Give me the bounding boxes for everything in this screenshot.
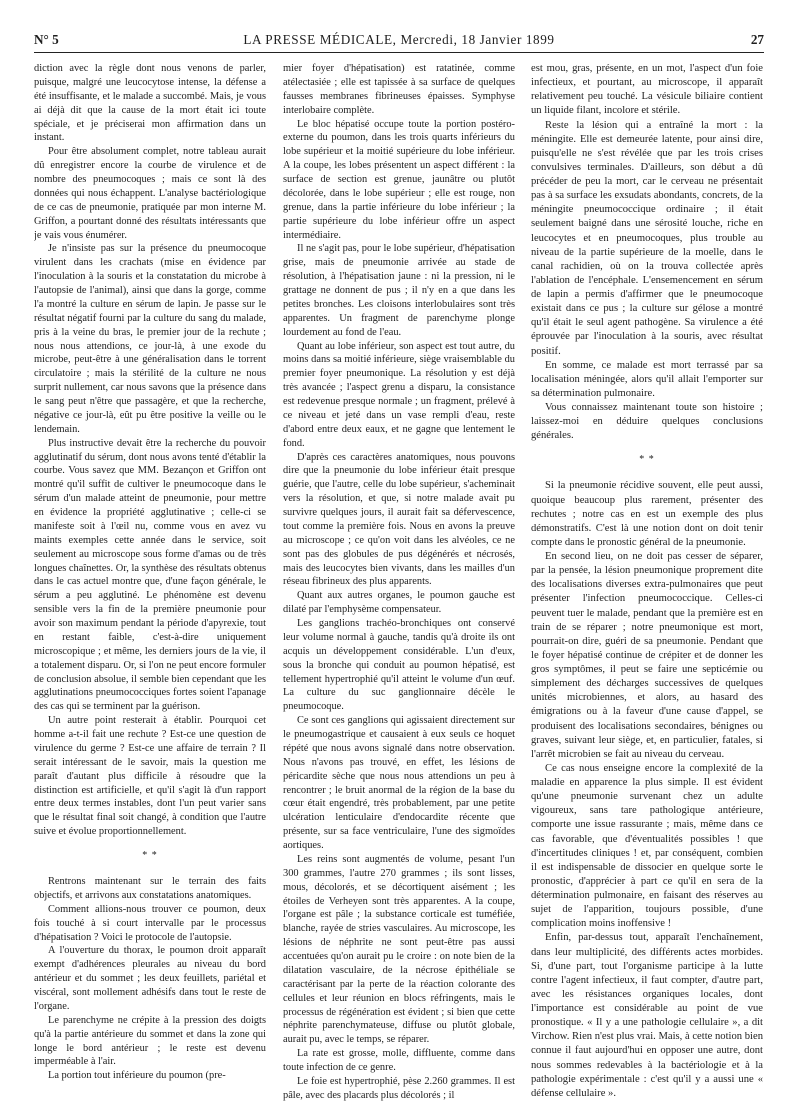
paragraph: Quant au lobe inférieur, son aspect est tout autre, du moins dans sa moitié inférieure, siège vraisemblable du premier foyer pneumonique. La résolution y est déjà très avancée ; l'aspect grenu a disparu, la consistance est redevenue presque normale ; un fragment, prélevé à ce niveau et jeté dans un vase rempli d'eau, reste d'abord entre deux eaux, et ne gagne que lentement le fond. — [283, 340, 515, 449]
paragraph: Pour être absolument complet, notre tableau aurait dû enregistrer encore la courbe de virulence et de nombre des pneumocoques ; mais ce sont là des données qui nous échappent. L'analyse bactériologique de ce cas de pneumonie, pratiquée par mon interne M. Griffon, a pourtant donné des résultats intéressants que je vais vous énumérer. — [34, 146, 266, 241]
paragraph: Reste la lésion qui a entraîné la mort : la méningite. Elle est demeurée latente, pour ainsi dire, puisqu'elle ne s'est révélée que par les trois crises convulsives terminales. D'ailleurs, son début a dû précéder de peu la mort, car le cerveau ne présentait pas à sa surface les exsudats abondants, concrets, de la méningite pneumococcique ordinaire ; il était seulement baigné dans une sérosité louche, riche en leucocytes et en pneumocoques, plus trouble au niveau de la partie supérieure de la moelle, dans le canal rachidien, où on la trouva collectée après l'ablation de l'encéphale. L'ensemencement en sérum de lapin a permis d'affirmer que le pneumocoque existait dans ce pus ; la culture sur gélose a montré qu'il était le seul agent pathogène. Sa virulence a été éprouvée par l'inoculation à la souris, avec résultat positif. — [531, 119, 763, 357]
section-separator: * * — [639, 454, 655, 466]
text-column-3 — [531, 62, 763, 1102]
text-column-2 — [283, 62, 515, 1102]
paragraph: est mou, gras, présente, en un mot, l'aspect d'un foie infectieux, et pourtant, au microscope, il apparaît relativement peu touché. La vésicule biliaire contient un liquide filant, incolore et stérile. — [531, 63, 763, 117]
paragraph: Vous connaissez maintenant toute son histoire ; laissez-moi en déduire quelques conclusions générales. — [531, 402, 763, 442]
paragraph: Comment allions-nous trouver ce poumon, deux fois touché à si court intervalle par le processus d'hépatisation ? Voici le protocole de l'autopsie. — [34, 903, 266, 943]
paragraph: diction avec la règle dont nous venons de parler, puisque, malgré une leucocytose intense, la défense a été insuffisante, et le malade a succombé. Mais, je vous ai déjà dit que la cause de la mort était ici toute spéciale, et je préciserai mon affirmation dans un instant. — [34, 63, 266, 144]
issue-number: N° 5 — [34, 32, 59, 47]
running-title — [34, 32, 764, 48]
paragraph: Je n'insiste pas sur la présence du pneumocoque virulent dans les crachats (mise en évidence par l'inoculation à la souris et la constatation du microbe à l'autopsie de l'animal), ainsi que dans la gorge, comme l'a montré la culture en sérum de lapin. Je passe sur le résultat négatif fourni par la culture du sang du malade, pris à la veine du bras, le premier jour de la rechute ; nous nous attendions, ce jour-là, à une exode du microbe, peut-être à une généralisation dans le torrent circulatoire ; mais la stérilité de la culture ne nous surprit nullement, car nous savons que la présence dans le sang peut n'être que passagère, et que la recherche, négative ce jour-là, eût pu être positive la veille ou le lendemain. — [34, 243, 266, 435]
paragraph: Enfin, par-dessus tout, apparaît l'enchaînement, dans leur multiplicité, des différents actes morbides. Si, d'une part, tout l'organisme participe à la lutte contre l'agent infectieux, il faut compter, d'autre part, avec les résistances organiques locales, dont l'importance est considérable au point de vue pronostique. « Il y a une pathologie cellulaire », a dit Virchow. Rien n'est plus vrai. Mais, à cette notion bien connue il faut aujourd'hui en opposer une autre, dont nous sommes redevables à la bactériologie et à la pathologie expérimentale : c'est qu'il y a aussi une « défense cellulaire ». — [531, 932, 763, 1099]
paragraph: D'après ces caractères anatomiques, nous pouvons dire que la pneumonie du lobe inférieur était presque guérie, que l'autre, celle du lobe supérieur, s'acheminait vers la résolution, et que, si notre malade avait pu survivre quelques jours, il aurait fait sa défervescence, tout comme la première fois. Nous en avons la preuve au microscope ; ce qu'on voit dans les alvéoles, ce ne sont pas des globules de pus dégénérés et nécrosés, mais des leucocytes bien vivants, dans les mailles d'un réseau fibrineux des plus apparents. — [283, 451, 515, 588]
paragraph: Les reins sont augmentés de volume, pesant l'un 300 grammes, l'autre 270 grammes ; ils sont lisses, mous, décolorés, et se décortiquent aisément ; les étoiles de Verheyen sont très apparentes. A la coupe, l'organe est pâle ; la substance corticale est tuméfiée, blanche, rayée de stries vasculaires. Au microscope, les lésions de néphrite ne sont peut-être pas aussi accentuées qu'on aurait pu le croire : on note bien de la dilatation vasculaire, de la nécrose épithéliale se caractérisant par la perte de la réaction colorante des cellules et leur réunion en blocs réfringents, mais le processus de régénération est évident ; si bien que cette néphrite parenchymateuse, diffuse ou plutôt globale, aurait pu, avec le temps, se réparer. — [283, 853, 515, 1046]
paragraph: Plus instructive devait être la recherche du pouvoir agglutinatif du sérum, dont nous avons tenté d'établir la courbe. Vous savez que MM. Bezançon et Griffon ont montré qu'il suffit de cultiver le pneumocoque dans le sérum d'un malade atteint de pneumonie, pour mettre en évidence la propriété agglutinative ; celle-ci se manifeste soit à l'œil nu, comme vous en avez vu maints exemples cette année dans le service, soit seulement au microscope sous forme d'amas ou de très longues chaînettes. Or, la synthèse des résultats obtenus dans le cas actuel montre que, d'une façon générale, le sérum a peu agglutiné. Le phénomène est devenu sensible vers la fin de la première pneumonie pour avoir son maximum pendant la période d'apyrexie, tout en restant faible, c'est-à-dire uniquement microscopique ; et même, les derniers jours de la vie, il a totalement disparu. Or, si l'on ne peut encore formuler de conclusion absolue, il semble bien cependant que les agglutinations pneumococciques fortes soient l'apanage des cas qui se terminent par la guérison. — [34, 437, 266, 713]
section-separator: * * — [142, 850, 158, 861]
journal-name: LA PRESSE MÉDICALE, — [243, 32, 397, 47]
page-number: 27 — [750, 32, 764, 47]
paragraph: Les ganglions trachéo-bronchiques ont conservé leur volume normal à gauche, tandis qu'à droite ils ont acquis un développement considérable. L'un d'eux, sous la bronche qui conduit au poumon hépatisé, est tellement hypertrophié qu'il atteint le volume d'un œuf. La culture du suc ganglionnaire décèle le pneumocoque. — [283, 618, 515, 713]
paragraph: En second lieu, on ne doit pas cesser de séparer, par la pensée, la lésion pneumonique proprement dite des localisations diverses extra-pulmonaires que peut présenter l'infection pneumococcique. Celles-ci peuvent tuer le malade, pendant que la première est en train de se réparer ; notre pneumonique est mort, pourrait-on dire, guéri de sa pneumonie. Pendant que le foyer hépatisé continue de crépiter et de donner les gros symptômes, il peut se faire une septicémie ou simplement des décharges successives de quelques unités microbiennes, et alors, au hasard des émigrations ou à la faveur d'une cause d'appel, se produisent des localisations secondaires, bénignes ou graves, suivant leur siège, et, en particulier, fatales, si l'arrêt microbien se fait au niveau du cerveau. — [531, 551, 763, 760]
paragraph: A l'ouverture du thorax, le poumon droit apparaît exempt d'adhérences pleurales au niveau du bord antérieur et du sommet ; les deux feuillets, pariétal et viscéral, sont mollement adhésifs dans tout le reste de l'organe. — [34, 945, 266, 1012]
paragraph: Le foie est hypertrophié, pèse 2.260 grammes. Il est pâle, avec des placards plus décolorés ; il — [283, 1075, 515, 1101]
page-header — [34, 32, 764, 53]
paragraph: Le parenchyme ne crépite à la pression des doigts qu'à la partie antérieure du sommet et dans la zone qui longe le bord antérieur ; le reste est devenu imperméable à l'air. — [34, 1014, 266, 1068]
paragraph: Si la pneumonie récidive souvent, elle peut aussi, quoique beaucoup plus rarement, présenter des rechutes ; notre cas en est un exemple des plus démonstratifs. C'est là une notion dont on doit tenir compte dans le pronostic général de la pneumonie. — [531, 480, 763, 548]
paragraph: La portion tout inférieure du poumon (pre- — [48, 1070, 226, 1082]
issue-date: Mercredi, 18 Janvier 1899 — [400, 32, 555, 47]
paragraph: Quant aux autres organes, le poumon gauche est dilaté par l'emphysème compensateur. — [283, 590, 515, 616]
paragraph: Il ne s'agit pas, pour le lobe supérieur, d'hépatisation grise, mais de pneumonie arrivée au stade de résolution, à l'hépatisation jaune : ni la pression, ni le grattage ne donnent de pus ; il n'y en a que dans les petites bronches. Les cloisons interlobulaires sont très apparentes. Un fragment de parenchyme plonge lourdement au fond de l'eau. — [283, 243, 515, 338]
paragraph: mier foyer d'hépatisation) est ratatinée, comme atélectasiée ; elle est tapissée à sa surface de quelques fausses membranes fibrineuses épaisses. Symphyse interlobaire complète. — [283, 63, 515, 116]
paragraph: La rate est grosse, molle, diffluente, comme dans toute infection de ce genre. — [283, 1048, 515, 1073]
paragraph: En somme, ce malade est mort terrassé par sa localisation méningée, alors qu'il allait l'emporter sur sa détermination pulmonaire. — [531, 359, 763, 399]
paragraph: Ce cas nous enseigne encore la complexité de la maladie en apparence la plus simple. Il est évident qu'une pneumonie survenant chez un adulte vigoureux, sans tare pathologique antérieure, comporte une issue rassurante ; mais, même dans ce cas favorable, que d'éventualités possibles ! que d'incertitudes cliniques ! et, par conséquent, combien il est indispensable de dissocier en quelque sorte le pronostic, d'apprécier à part ce qu'il en sera de la détermination pulmonaire, en faisant des réserves au sujet de l'apparition, toujours possible, d'une complication moins inoffensive ! — [531, 762, 763, 930]
text-column-1 — [34, 62, 266, 1102]
paragraph: Rentrons maintenant sur le terrain des faits objectifs, et arrivons aux constatations anatomiques. — [34, 876, 266, 901]
paragraph: Un autre point resterait à établir. Pourquoi cet homme a-t-il fait une rechute ? Est-ce une question de virulence du germe ? Est-ce une affaire de terrain ? Il serait intéressant de le savoir, mais la question me paraît d'autant plus difficile à résoudre que la distinction est artificielle, et qu'il s'agit là d'un rapport entre deux termes instables, dont l'un peut varier sans que le résultat final soit changé, à condition que l'autre suive et évolue proportionnellement. — [34, 715, 266, 838]
paragraph: Ce sont ces ganglions qui agissaient directement sur le pneumogastrique et causaient à eux seuls ce hoquet répété que nous avons signalé dans notre observation. Nous n'avons pas trouvé, en effet, les lésions de péricardite sèche que nous nous attendions un peu à rencontrer ; le bruit anormal de la région de la base du cœur était engendré, très probablement, par une petite ulcération lenticulaire d'endocardite récente que présente, sur sa face ventriculaire, l'une des sigmoïdes aortiques. — [283, 715, 515, 851]
paragraph: Le bloc hépatisé occupe toute la portion postéro-externe du poumon, dans les trois quarts inférieurs du lobe supérieur et la moitié supérieure du lobe inférieur. A la coupe, les lobes présentent un aspect différent : la surface de section est grenue, jaunâtre ou plutôt décolorée, dans le lobe supérieur ; elle est rouge, non grenue, dans la partie inférieure du lobe inférieur ; la partie supérieure du lobe inférieur offre un aspect intermédiaire. — [283, 118, 515, 241]
